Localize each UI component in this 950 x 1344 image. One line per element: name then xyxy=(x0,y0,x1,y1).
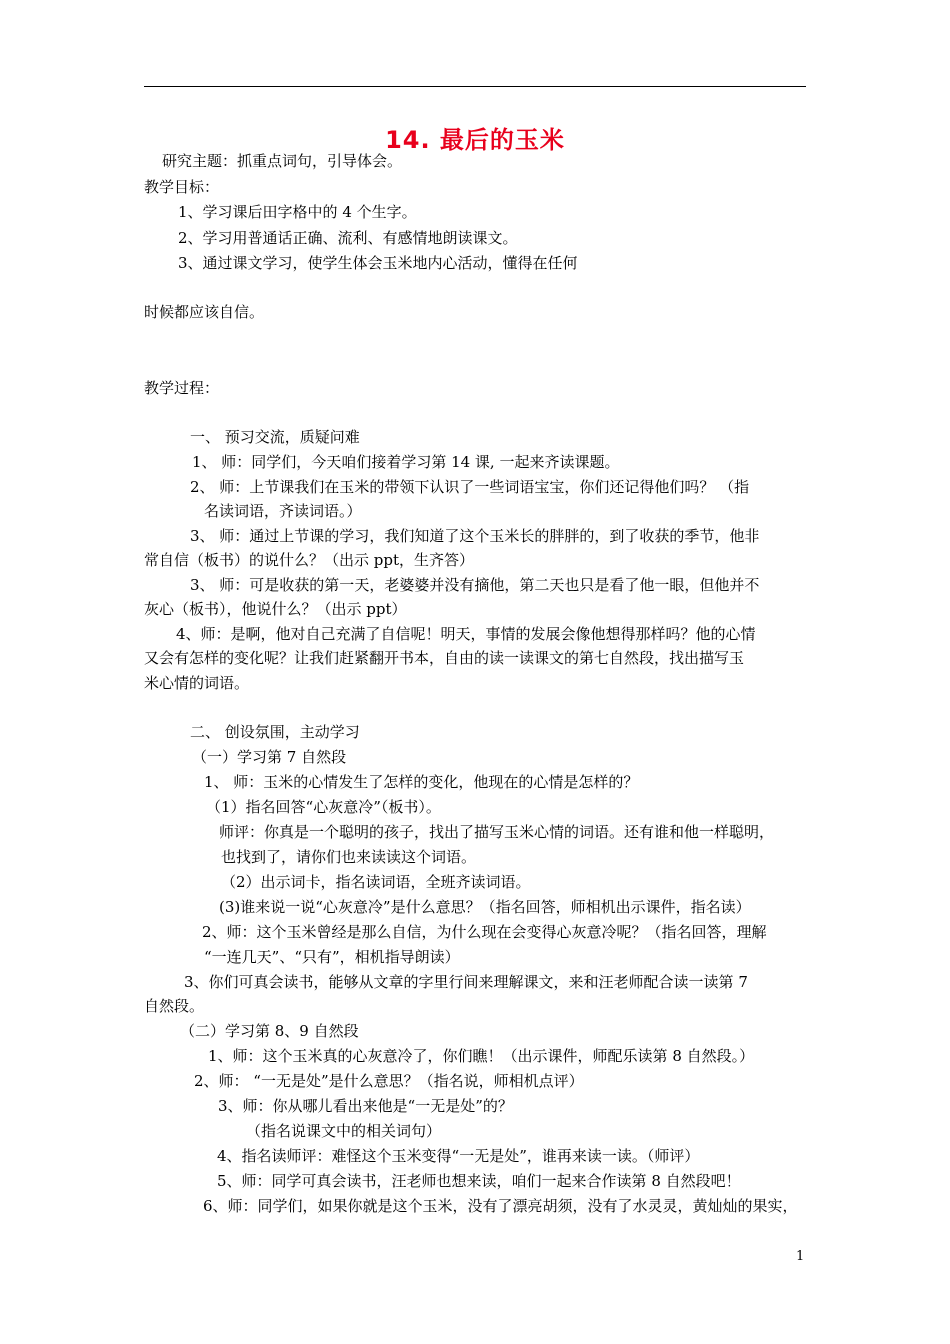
objective-line: 3、通过课文学习，使学生体会玉米地内心活动，懂得在任何 xyxy=(178,254,578,272)
section-line: 又会有怎样的变化呢？让我们赶紧翻开书本，自由的读一读课文的第七自然段，找出描写玉 xyxy=(144,649,745,667)
section-line: 2、师： “一无是处”是什么意思？（指名说，师相机点评） xyxy=(194,1072,584,1090)
section-line: 米心情的词语。 xyxy=(144,674,250,692)
section-line: 2、师：这个玉米曾经是那么自信，为什么现在会变得心灰意冷呢？（指名回答，理解 xyxy=(202,923,767,941)
section-heading: 二、 创设氛围，主动学习 xyxy=(190,723,360,741)
section-line: 师评：你真是一个聪明的孩子，找出了描写玉米心情的词语。还有谁和他一样聪明， xyxy=(219,823,775,841)
section-line: 自然段。 xyxy=(144,997,205,1015)
section-line: 灰心（板书），他说什么？（出示 ppt） xyxy=(144,600,407,618)
section-line: 常自信（板书）的说什么？（出示 ppt，生齐答） xyxy=(144,551,475,569)
section-line: （一）学习第 7 自然段 xyxy=(192,748,347,766)
section-line: 4、指名读师评：难怪这个玉米变得“一无是处”，谁再来读一读。（师评） xyxy=(217,1147,700,1165)
section-line: 2、 师：上节课我们在玉米的带领下认识了一些词语宝宝，你们还记得他们吗？ （指 xyxy=(190,478,750,496)
section-heading: 一、 预习交流，质疑问难 xyxy=(190,428,360,446)
section-line: 也找到了，请你们也来读读这个词语。 xyxy=(221,848,477,866)
section-line: （1）指名回答“心灰意冷”（板书）。 xyxy=(206,798,441,816)
research-topic: 研究主题：抓重点词句，引导体会。 xyxy=(162,152,403,170)
section-line: （二）学习第 8、9 自然段 xyxy=(180,1022,359,1040)
process-heading: 教学过程： xyxy=(144,379,220,397)
section-line: 名读词语，齐读词语。） xyxy=(204,502,362,520)
page-number: 1 xyxy=(796,1249,805,1264)
header-rule xyxy=(144,86,806,87)
section-line: (3)谁来说一说“心灰意冷”是什么意思？（指名回答，师相机出示课件，指名读） xyxy=(219,898,751,916)
objectives-heading: 教学目标： xyxy=(144,178,220,196)
section-line: 3、你们可真会读书，能够从文章的字里行间来理解课文，来和汪老师配合读一读第 7 xyxy=(184,973,748,991)
section-line: “一连几天”、“只有”，相机指导朗读） xyxy=(204,948,460,966)
section-line: （指名说课文中的相关词句） xyxy=(246,1122,442,1140)
section-line: （2）出示词卡，指名读词语，全班齐读词语。 xyxy=(221,873,531,891)
objective-line: 2、学习用普通话正确、流利、有感情地朗读课文。 xyxy=(178,229,518,247)
document-title: 14. 最后的玉米 xyxy=(385,126,565,154)
section-line: 3、师：你从哪儿看出来他是“一无是处”的？ xyxy=(218,1097,513,1115)
objective-line: 时候都应该自信。 xyxy=(144,303,265,321)
section-line: 1、 师：同学们，今天咱们接着学习第 14 课, 一起来齐读课题。 xyxy=(192,453,620,471)
section-line: 3、 师：可是收获的第一天，老婆婆并没有摘他，第二天也只是看了他一眼，但他并不 xyxy=(190,576,760,594)
section-line: 1、师：这个玉米真的心灰意冷了，你们瞧！（出示课件，师配乐读第 8 自然段。） xyxy=(208,1047,755,1065)
section-line: 1、 师：玉米的心情发生了怎样的变化，他现在的心情是怎样的？ xyxy=(204,773,639,791)
section-line: 3、 师：通过上节课的学习，我们知道了这个玉米长的胖胖的，到了收获的季节，他非 xyxy=(190,527,760,545)
section-line: 4、师：是啊，他对自己充满了自信呢！明天，事情的发展会像他想得那样吗？他的心情 xyxy=(176,625,756,643)
section-line: 6、师：同学们，如果你就是这个玉米，没有了漂亮胡须，没有了水灵灵，黄灿灿的果实， xyxy=(203,1197,798,1215)
section-line: 5、师：同学可真会读书，汪老师也想来读，咱们一起来合作读第 8 自然段吧！ xyxy=(217,1172,741,1190)
objective-line: 1、学习课后田字格中的 4 个生字。 xyxy=(178,203,417,221)
